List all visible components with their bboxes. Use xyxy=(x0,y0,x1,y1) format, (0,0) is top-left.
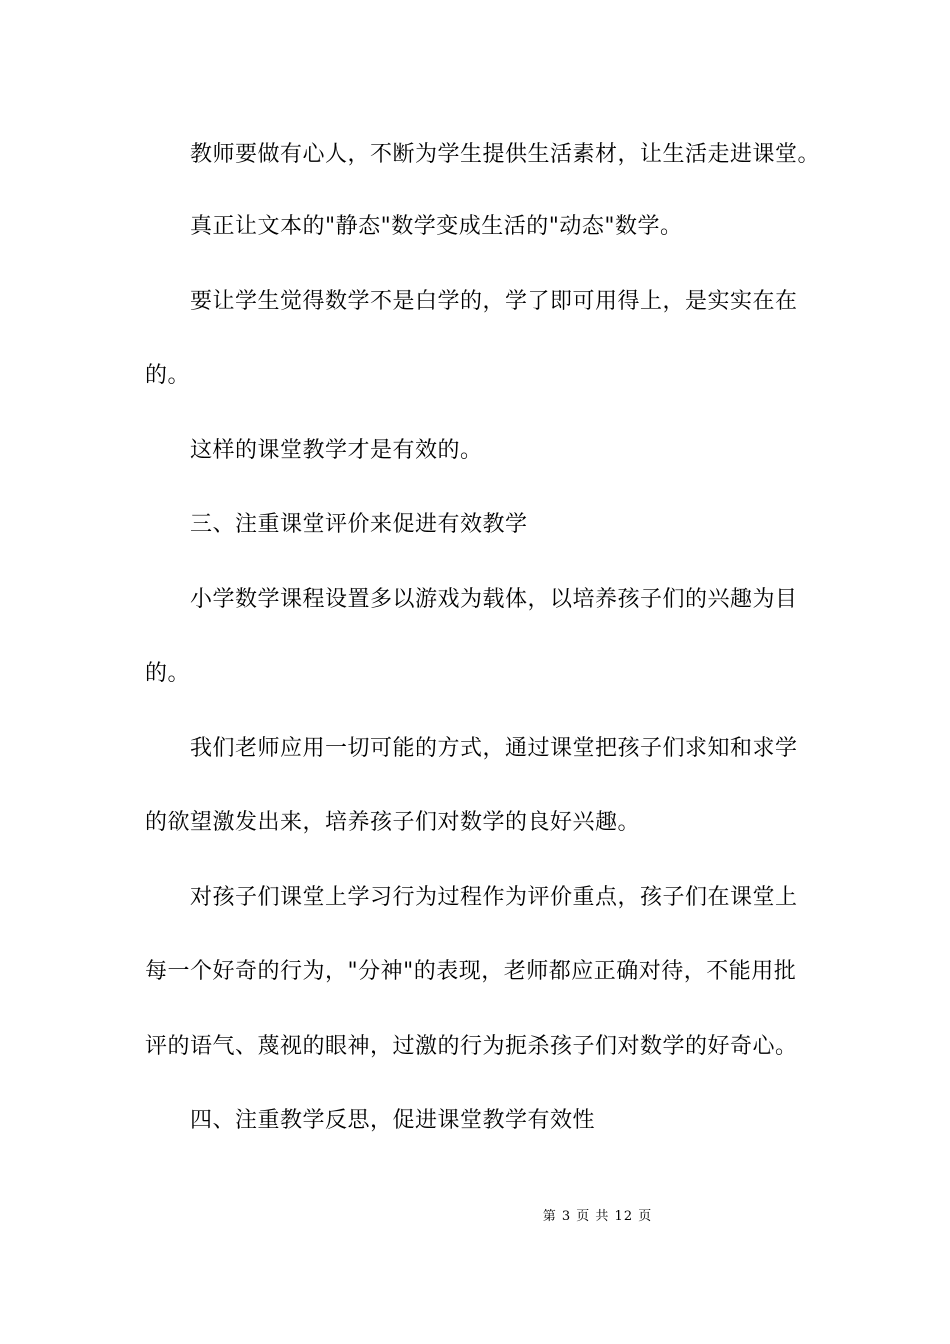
paragraph-line: 的。 xyxy=(145,363,191,388)
paragraph-line: 的欲望激发出来，培养孩子们对数学的良好兴趣。 xyxy=(145,810,641,835)
paragraph-line: 教师要做有心人，不断为学生提供生活素材，让生活走进课堂。 xyxy=(190,142,821,167)
section-heading: 四、注重教学反思，促进课堂教学有效性 xyxy=(190,1108,596,1133)
paragraph-line: 小学数学课程设置多以游戏为载体，以培养孩子们的兴趣为目 xyxy=(190,587,798,612)
paragraph-line: 我们老师应用一切可能的方式，通过课堂把孩子们求知和求学 xyxy=(190,736,798,761)
section-heading: 三、注重课堂评价来促进有效教学 xyxy=(190,512,528,537)
paragraph-line: 每一个好奇的行为，"分神"的表现，老师都应正确对待，不能用批 xyxy=(145,959,797,984)
page-number: 第 3 页 共 12 页 xyxy=(542,1209,653,1224)
paragraph-line: 这样的课堂教学才是有效的。 xyxy=(190,438,483,463)
paragraph-line: 评的语气、蔑视的眼神，过激的行为扼杀孩子们对数学的好奇心。 xyxy=(145,1034,798,1059)
paragraph-line: 要让学生觉得数学不是白学的，学了即可用得上，是实实在在 xyxy=(190,289,798,314)
paragraph-line: 真正让文本的"静态"数学变成生活的"动态"数学。 xyxy=(190,214,683,239)
paragraph-line: 的。 xyxy=(145,661,191,686)
paragraph-line: 对孩子们课堂上学习行为过程作为评价重点，孩子们在课堂上 xyxy=(190,885,798,910)
page-footer xyxy=(0,1208,950,1226)
